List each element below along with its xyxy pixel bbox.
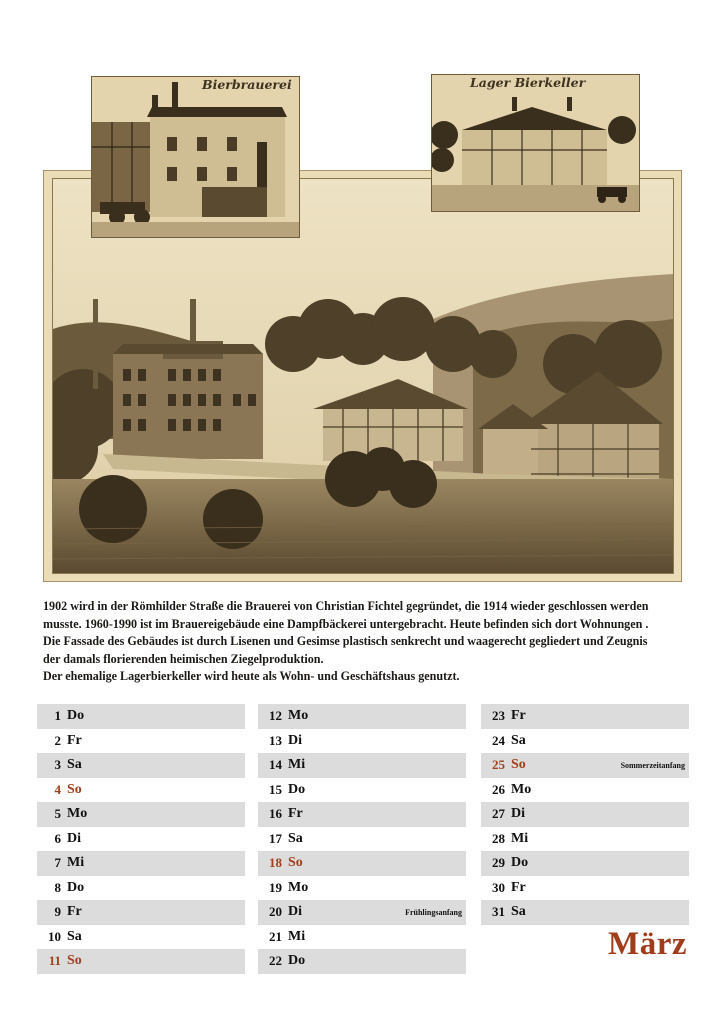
calendar-column-2 [258,704,466,974]
brewery-building [113,341,263,459]
weekday: Mi [67,855,85,871]
calendar-day-row [481,876,689,901]
weekday: Sa [288,830,303,846]
holiday-note: Frühlingsanfang [405,908,462,917]
brewery-inset-illustration [92,77,299,237]
calendar-day-row [37,851,245,876]
calendar-day-row [37,704,245,729]
weekday: Fr [67,732,82,748]
calendar-day-row [481,729,689,754]
weekday: Di [67,830,81,846]
day-number: 22 [269,953,282,969]
weekday: Do [288,781,306,797]
weekday: Fr [67,904,82,920]
day-number: 28 [492,830,505,846]
day-number: 14 [269,757,282,773]
weekday: So [511,757,526,773]
weekday: Mo [288,879,309,895]
day-number: 20 [269,904,282,920]
calendar-day-row [258,949,466,974]
calendar-day-row [258,778,466,803]
day-number: 15 [269,781,282,797]
calendar-day-row [258,802,466,827]
calendar-day-row [258,827,466,852]
weekday: Sa [67,928,82,944]
weekday: Di [511,806,525,822]
weekday: Do [511,855,529,871]
weekday: Di [288,904,302,920]
weekday: Mi [511,830,529,846]
weekday: Fr [511,879,526,895]
dst-note: Sommerzeitanfang [620,761,685,770]
calendar-day-row [481,778,689,803]
calendar-day-row [37,827,245,852]
day-number: 19 [269,879,282,895]
calendar-day-row [258,925,466,950]
calendar-column-1 [37,704,245,974]
weekday: Sa [67,757,82,773]
day-number: 29 [492,855,505,871]
description-line: Der ehemalige Lagerbierkeller wird heute als Wohn- und Geschäftshaus genutzt. [43,669,460,684]
month-title: März [608,926,687,962]
day-number: 8 [54,879,61,895]
weekday: So [67,953,82,969]
description-line: musste. 1960-1990 ist im Brauereigebäude eine Dampfbäckerei untergebracht. Heute befinden sich dort Wohnungen . [43,616,649,631]
calendar-day-row [258,704,466,729]
brewery-inset-caption: Bierbrauerei [202,77,292,92]
day-number: 17 [269,830,282,846]
calendar-day-row [37,753,245,778]
day-number: 9 [54,904,61,920]
day-number: 25 [492,757,505,773]
calendar-day-row [481,704,689,729]
weekday: So [288,855,303,871]
day-number: 24 [492,732,505,748]
calendar-day-row [37,729,245,754]
weekday: Do [67,708,85,724]
calendar-day-row [258,753,466,778]
weekday: Sa [511,904,526,920]
day-number: 18 [269,855,282,871]
calendar-day-row [481,802,689,827]
calendar-day-row [37,925,245,950]
brewery-inset-photo [91,76,300,238]
description-line: 1902 wird in der Römhilder Straße die Brauerei von Christian Fichtel gegründet, die 1914 wieder geschlossen werden [43,599,649,613]
description-line: der damals florierenden heimischen Ziegelproduktion. [43,651,324,666]
day-number: 6 [54,830,61,846]
calendar-day-row [258,876,466,901]
weekday: Mi [288,757,306,773]
day-number: 31 [492,904,505,920]
calendar-day-row-sunday [37,778,245,803]
day-number: 27 [492,806,505,822]
calendar-day-row [37,900,245,925]
day-number: 23 [492,708,505,724]
day-number: 1 [54,708,61,724]
day-number: 5 [54,806,61,822]
calendar-day-row [37,802,245,827]
weekday: Do [67,879,85,895]
weekday: Mo [67,806,88,822]
calendar-day-row [258,729,466,754]
description-line: Die Fassade des Gebäudes ist durch Lisenen und Gesimse plastisch senkrecht und waagerecht gegliedert und Zeugnis [43,634,648,649]
calendar-day-row [481,851,689,876]
day-number: 10 [48,928,61,944]
day-number: 2 [54,732,61,748]
calendar-day-row-sunday [37,949,245,974]
cellar-inset-photo [431,74,640,212]
day-number: 12 [269,708,282,724]
calendar-column-3 [481,704,689,925]
day-number: 11 [48,953,61,969]
weekday: Mo [288,708,309,724]
cellar-inset-caption: Lager Bierkeller [470,75,586,90]
weekday: Fr [511,708,526,724]
day-number: 30 [492,879,505,895]
day-number: 7 [54,855,61,871]
day-number: 3 [54,757,61,773]
calendar-day-row-sunday [481,753,689,778]
day-number: 26 [492,781,505,797]
weekday: Mi [288,928,306,944]
brewery-village-illustration [53,179,673,573]
weekday: Sa [511,732,526,748]
weekday: Do [288,953,306,969]
calendar-day-row [258,900,466,925]
day-number: 16 [269,806,282,822]
calendar-day-row [481,827,689,852]
weekday: Mo [511,781,532,797]
day-number: 21 [269,928,282,944]
calendar-day-row [37,876,245,901]
weekday: So [67,781,82,797]
day-number: 4 [54,781,61,797]
day-number: 13 [269,732,282,748]
description-text [43,598,693,686]
cellar-inset-illustration [432,75,639,211]
calendar-day-row-sunday [258,851,466,876]
weekday: Fr [288,806,303,822]
weekday: Di [288,732,302,748]
calendar-day-row [481,900,689,925]
